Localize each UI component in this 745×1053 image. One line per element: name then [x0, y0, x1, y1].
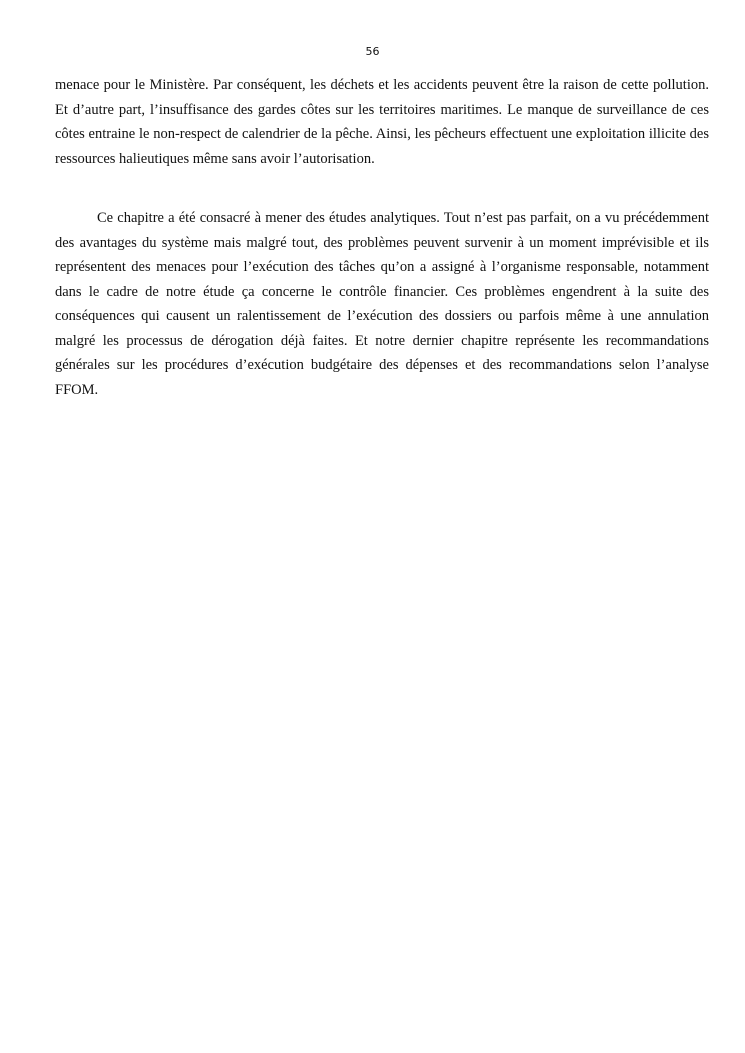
body-text — [55, 73, 709, 402]
page-number: 56 — [365, 45, 380, 58]
paragraph-chapter-conclusion: Ce chapitre a été consacré à mener des études analytiques. Tout n’est pas parfait, on a vu précédemment des avantages du système mais malgré tout, des problèmes peuvent survenir à un moment imprévisible et ils représentent des menaces pour l’exécution des tâches qu’on a assigné à l’organisme responsable, notamment dans le cadre de notre étude ça concerne le contrôle financier. Ces problèmes engendrent à la suite des conséquences qui causent un ralentissement de l’exécution des dossiers ou parfois même à une annulation malgré les processus de dérogation déjà faites. Et notre dernier chapitre représente les recommandations générales sur les procédures d’exécution budgétaire des dépenses et des recommandations selon l’analyse FFOM. — [55, 210, 709, 398]
paragraph-continuation: menace pour le Ministère. Par conséquent, les déchets et les accidents peuvent être la raison de cette pollution. Et d’autre part, l’insuffisance des gardes côtes sur les territoires maritimes. Le manque de surveillance de ces côtes entraine le non-respect de calendrier de la pêche. Ainsi, les pêcheurs effectuent une exploitation illicite des ressources halieutiques même sans avoir l’autorisation. — [55, 77, 709, 167]
